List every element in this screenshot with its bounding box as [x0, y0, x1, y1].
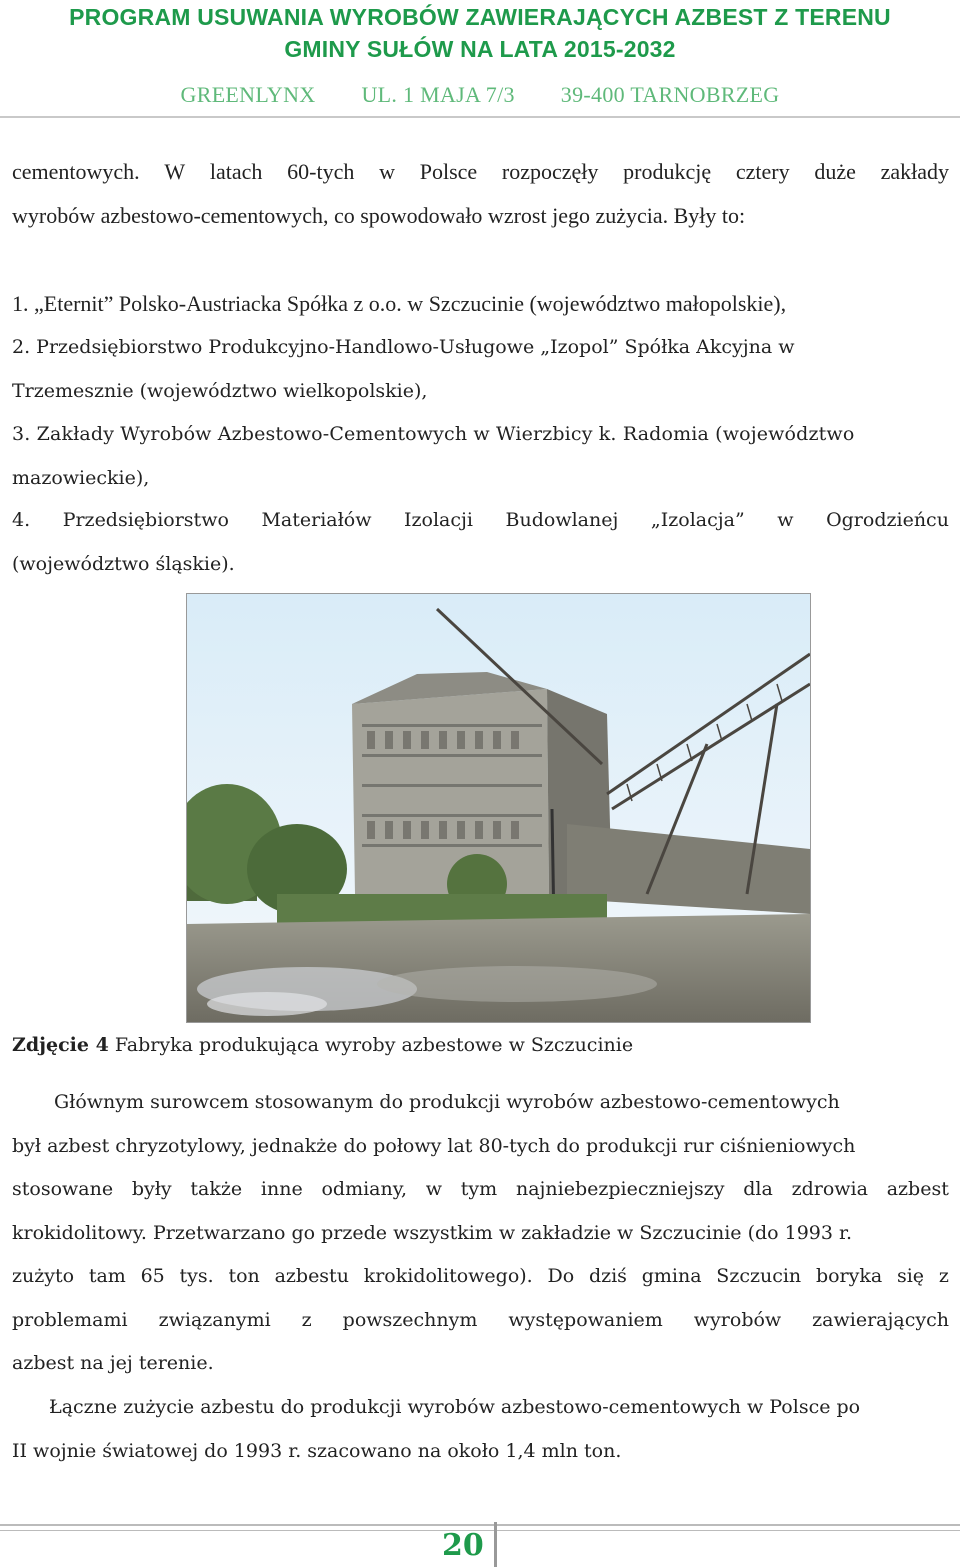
- figure-caption: [12, 1034, 633, 1056]
- list-item-4: 4. Przedsiębiorstwo Materiałów Izolacji Budowlanej „Izolacja” w Ogrodzieńcu (województwo śląskie).: [12, 509, 949, 575]
- list-item-1: 1. „Eternit” Polsko-Austriacka Spółka z o.o. w Szczucinie (województwo małopolskie),: [12, 291, 787, 316]
- document-title-line1: PROGRAM USUWANIA WYROBÓW ZAWIERAJĄCYCH AZBEST Z TERENU: [69, 4, 891, 30]
- intro-line-2: wyrobów azbestowo-cementowych, co spowodowało wzrost jego zużycia. Były to:: [12, 203, 746, 228]
- list-item-2: 2. Przedsiębiorstwo Produkcyjno-Handlowo-Usługowe „Izopol” Spółka Akcyjna w Trzemesznie (województwo wielkopolskie),: [12, 336, 795, 402]
- intro-line-1: cementowych. W latach 60-tych w Polsce rozpoczęły produkcję cztery duże zakłady: [12, 159, 949, 184]
- factory-photo: [186, 593, 811, 1023]
- footer-separator: [494, 1522, 497, 1567]
- body-paragraph-1: Głównym surowcem stosowanym do produkcji wyrobów azbestowo-cementowych był azbest chryzotylowy, jednakże do połowy lat 80-tych do produkcji rur ciśnieniowych stosowane były także inne odmiany, w tym najniebezpieczniejszy dla zdrowia azbest krokidolitowy. Przetwarzano go przede wszystkim w zakładzie w Szczucinie (do 1993 r. zużyto tam 65 tys. ton azbestu krokidolitowego). Do dziś gmina Szczucin boryka się z problemami związanymi z powszechnym występowaniem wyrobów zawierających azbest na jej terenie.: [12, 1091, 949, 1374]
- body-paragraph-2: Łączne zużycie azbestu do produkcji wyrobów azbestowo-cementowych w Polsce po II wojnie światowej do 1993 r. szacowano na około 1,4 mln ton.: [12, 1396, 861, 1462]
- list-item-3: 3. Zakłady Wyrobów Azbestowo-Cementowych w Wierzbicy k. Radomia (województwo mazowieckie),: [12, 423, 855, 489]
- figure-label: Zdjęcie 4: [12, 1034, 109, 1056]
- header-divider: [0, 116, 960, 118]
- city-address: 39-400 TARNOBRZEG: [560, 82, 780, 107]
- figure-caption-text: Fabryka produkująca wyroby azbestowe w Szczucinie: [114, 1034, 634, 1056]
- street-address: UL. 1 MAJA 7/3: [361, 82, 515, 107]
- intro-paragraph: [12, 150, 949, 238]
- company-name: GREENLYNX: [180, 82, 316, 107]
- header-address: [0, 82, 960, 108]
- page-number: 20: [442, 1528, 484, 1563]
- document-title-line2: GMINY SUŁÓW NA LATA 2015-2032: [284, 36, 676, 62]
